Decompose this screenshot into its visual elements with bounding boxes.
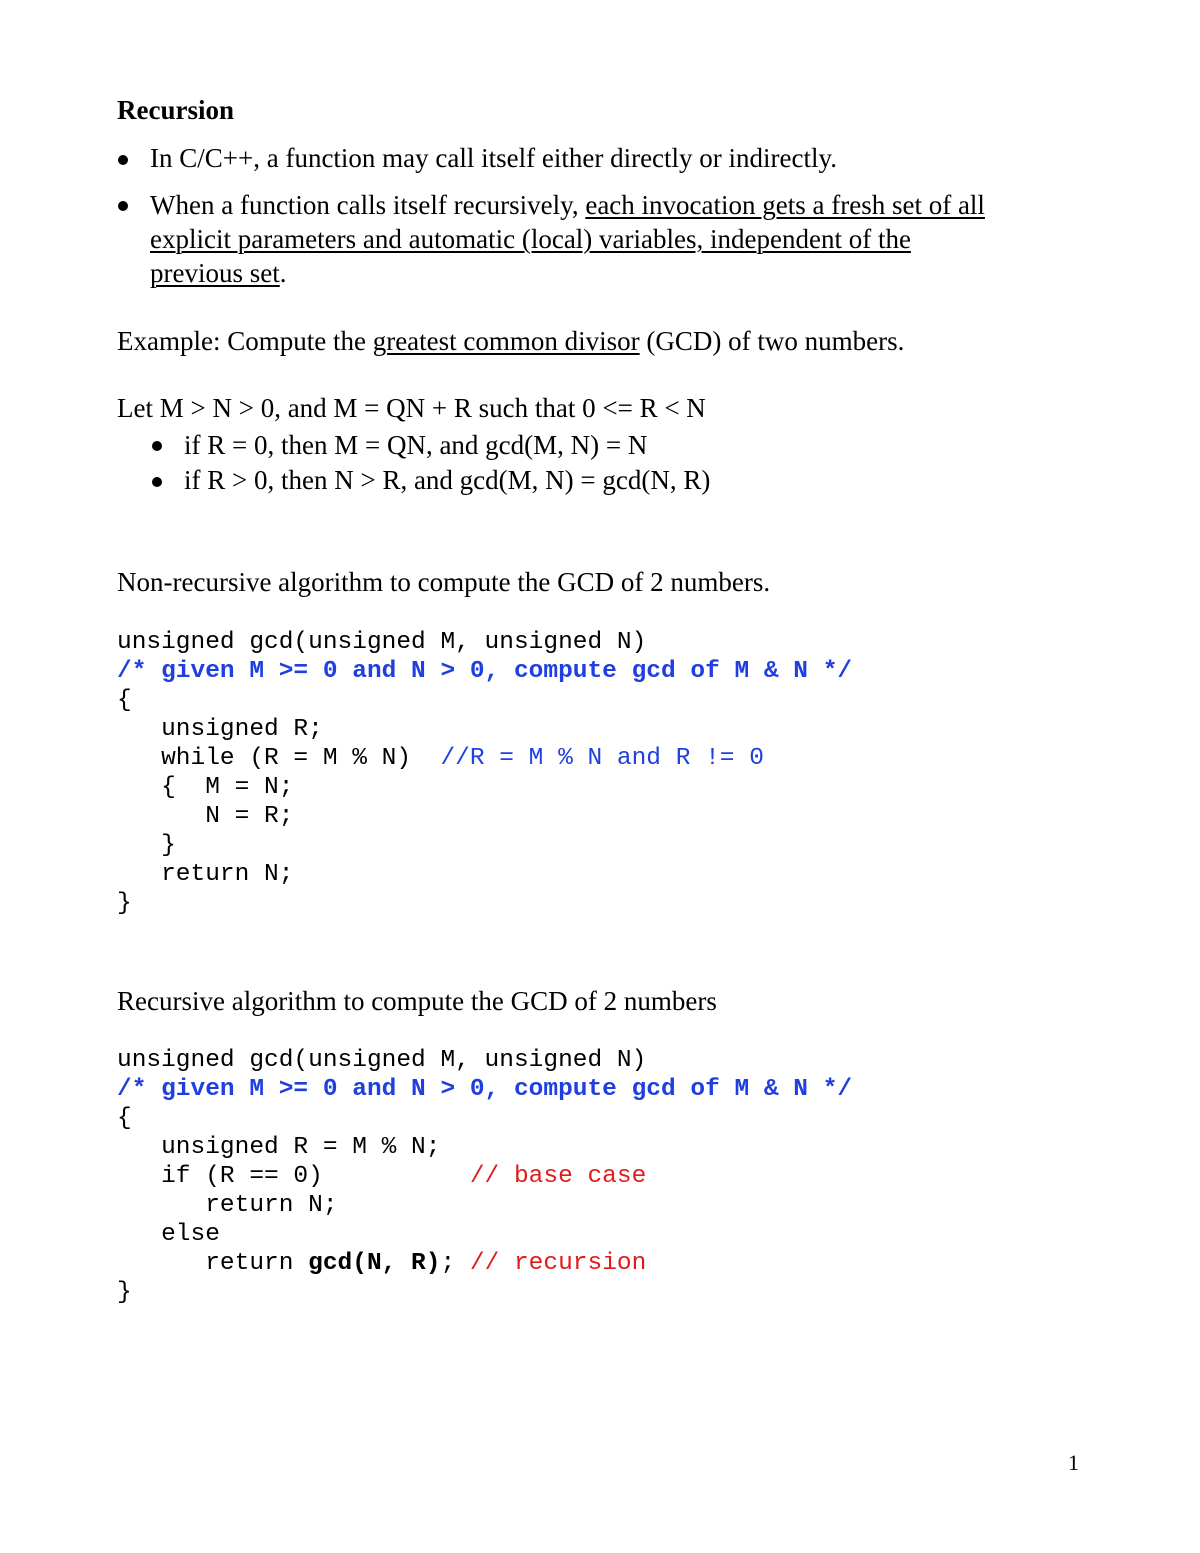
code-line: unsigned R = M % N; — [117, 1134, 441, 1161]
code-comment: /* given M >= 0 and N > 0, compute gcd of M & N */ — [117, 1076, 853, 1103]
bullet-dot — [118, 201, 128, 211]
bullet-2-suffix: . — [279, 258, 287, 288]
example-underlined: greatest common divisor — [372, 326, 640, 356]
page-title: Recursion — [117, 95, 234, 125]
code-text: ; — [440, 1250, 470, 1277]
bullet-text-2-line1 — [150, 188, 985, 222]
example-prefix: Example: Compute the — [117, 326, 373, 356]
bullet-2-underlined-1: each invocation gets a fresh set of all — [585, 190, 985, 220]
code-text: return — [117, 1250, 309, 1277]
example-suffix: (GCD) of two numbers. — [639, 326, 905, 356]
code-line — [117, 1249, 852, 1278]
code-comment: /* given M >= 0 and N > 0, compute gcd of M & N */ — [117, 658, 853, 685]
code-line — [117, 1162, 852, 1191]
bullet-text-2-line3 — [150, 256, 286, 290]
code-inline-comment: // base case — [469, 1163, 647, 1190]
rec-heading: Recursive algorithm to compute the GCD of 2 numbers — [117, 986, 717, 1016]
code-line: { M = N; — [117, 774, 294, 801]
code-text: if (R == 0) — [117, 1163, 470, 1190]
nonrec-heading: Non-recursive algorithm to compute the GCD of 2 numbers. — [117, 567, 771, 597]
bullet-2-prefix: When a function calls itself recursively, — [150, 190, 586, 220]
bullet-2-underlined-3: previous set — [150, 258, 280, 288]
case-1: if R = 0, then M = QN, and gcd(M, N) = N — [184, 430, 648, 460]
code-line: } — [117, 1279, 132, 1306]
bullet-text-2-line2 — [150, 222, 911, 256]
code-line — [117, 744, 852, 773]
code-line: unsigned R; — [117, 716, 323, 743]
example-line — [117, 324, 904, 358]
bullet-dot — [152, 441, 162, 451]
code-text: while (R = M % N) — [117, 745, 441, 772]
code-line: { — [117, 687, 132, 714]
case-2: if R > 0, then N > R, and gcd(M, N) = gcd(N, R) — [184, 465, 711, 495]
nonrec-code-block — [117, 628, 852, 918]
code-line: { — [117, 1105, 132, 1132]
code-line: else — [117, 1221, 220, 1248]
code-inline-comment: //R = M % N and R != 0 — [440, 745, 764, 772]
page-number: 1 — [1068, 1450, 1079, 1475]
code-inline-comment: // recursion — [469, 1250, 647, 1277]
code-line: return N; — [117, 1192, 338, 1219]
code-line: return N; — [117, 861, 294, 888]
rec-code-block — [117, 1046, 852, 1307]
code-line: N = R; — [117, 803, 294, 830]
code-line: unsigned gcd(unsigned M, unsigned N) — [117, 1047, 647, 1074]
let-line: Let M > N > 0, and M = QN + R such that 0 <= R < N — [117, 393, 706, 423]
code-line: } — [117, 832, 176, 859]
code-recursive-call: gcd(N, R) — [308, 1250, 441, 1277]
bullet-text-1: In C/C++, a function may call itself either directly or indirectly. — [150, 143, 837, 173]
bullet-2-underlined-2: explicit parameters and automatic (local) variables, independent of the — [150, 224, 911, 254]
code-line: unsigned gcd(unsigned M, unsigned N) — [117, 629, 647, 656]
code-line: } — [117, 890, 132, 917]
bullet-dot — [118, 155, 128, 165]
bullet-dot — [152, 477, 162, 487]
